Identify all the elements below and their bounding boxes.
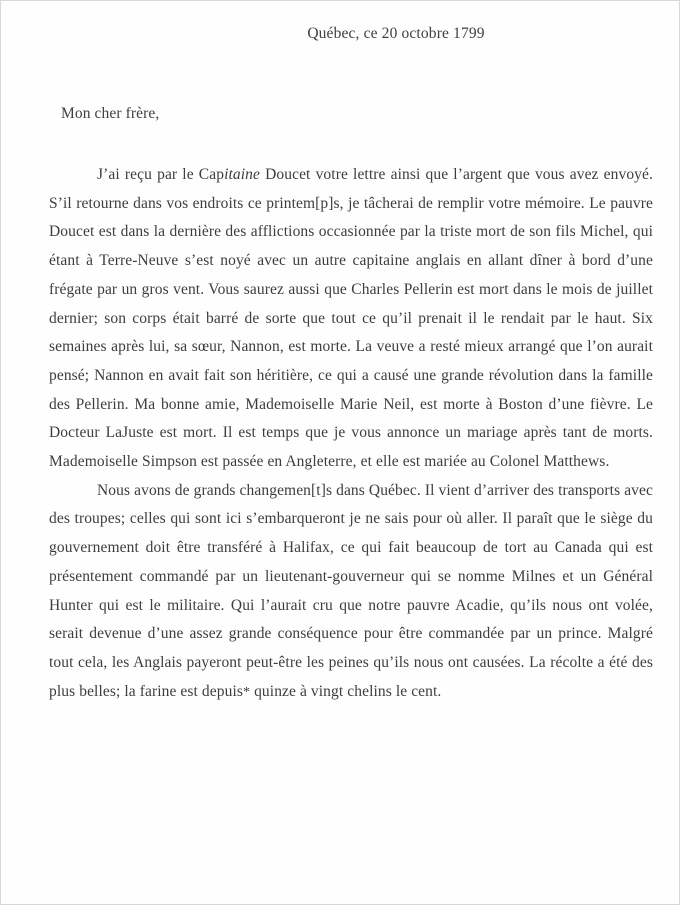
dateline: Québec, ce 20 octobre 1799 bbox=[307, 25, 485, 42]
footnote-marker: * bbox=[243, 684, 251, 700]
paragraph-1 bbox=[49, 161, 653, 477]
letter-body bbox=[1, 1, 680, 905]
letter-paragraphs bbox=[49, 161, 653, 707]
text-run: Nous avons de grands changemen[t]s dans Québec. Il vient d’arriver des transports avec des troupes; celles qui sont ici s’embarqueront je ne sais pour où aller. Il paraît que le siège du gouvernement doit être transféré à Halifax, ce qui fait beaucoup de tort au Canada qui est présentement commandé par un lieutenant-gouverneur qui se nomme Milnes et un Général Hunter qui est le militaire. Qui l’aurait cru que notre pauvre Acadie, qu’ils nous ont volée, serait devenue d’une assez grande conséquence pour être commandée par un prince. Malgré tout cela, les Anglais payeront peut-être les peines qu’ils nous ont causées. La récolte a été des plus belles; la farine est depuis bbox=[49, 481, 653, 700]
text-run: J’ai reçu par le Cap bbox=[97, 166, 225, 183]
paragraph-2 bbox=[49, 477, 653, 708]
text-run: Doucet votre lettre ainsi que l’argent que vous avez envoyé. S’il retourne dans vos endroits ce printem[p]s, je tâcherai de remplir votre mémoire. Le pauvre Doucet est dans la dernière des afflictions occasionnée par la triste mort de son fils Michel, qui étant à Terre-Neuve s’est noyé avec un autre capitaine anglais en allant dîner à bord d’une frégate par un gros vent. Vous saurez aussi que Charles Pellerin est mort dans le mois de juillet dernier; son corps était barré de sorte que tout ce qu’il prenait il le rendait par le haut. Six semaines après lui, sa sœur, Nannon, est morte. La veuve a resté mieux arrangé que l’on aurait pensé; Nannon en avait fait son héritière, ce qui a causé une grande révolution dans la famille des Pellerin. Ma bonne amie, Mademoiselle Marie Neil, est morte à Boston d’une fièvre. Le Docteur LaJuste est mort. Il est temps que je vous annonce un mariage après tant de morts. Mademoiselle Simpson est passée en Angleterre, et elle est mariée au Colonel Matthews. bbox=[49, 166, 653, 471]
salutation: Mon cher frère, bbox=[61, 105, 160, 122]
abbreviation-expansion: itaine bbox=[224, 166, 260, 183]
text-run: quinze à vingt chelins le cent. bbox=[250, 682, 442, 700]
